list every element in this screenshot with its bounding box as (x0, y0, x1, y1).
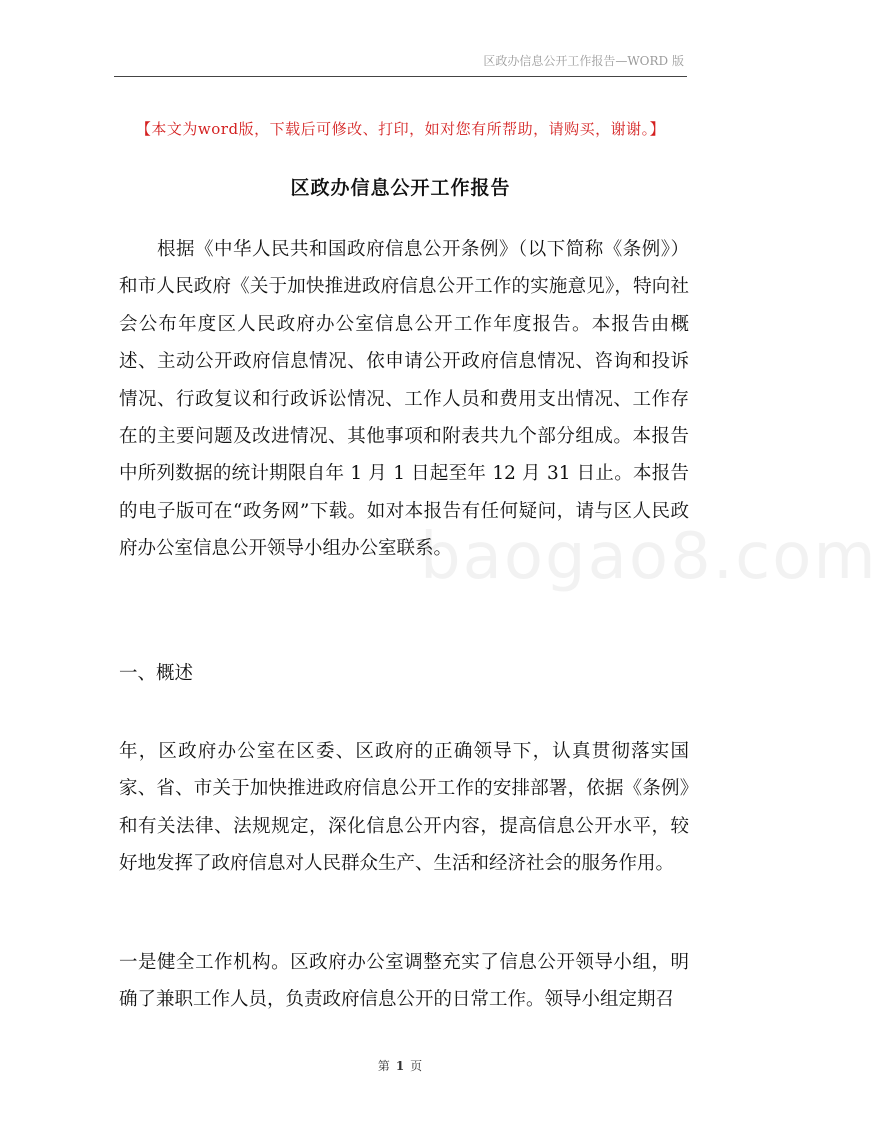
document-title: 区政办信息公开工作报告 (290, 177, 511, 199)
purchase-notice: 【本文为word版，下载后可修改、打印，如对您有所帮助，请购买，谢谢。】 (135, 120, 666, 138)
footer-prefix: 第 (377, 1059, 390, 1073)
watermark: baogao8.com (420, 520, 878, 594)
point-one-paragraph: 一是健全工作机构。区政府办公室调整充实了信息公开领导小组，明确了兼职工作人员，负责政府信息公开的日常工作。领导小组定期召 (119, 952, 689, 1011)
overview-paragraph: 年，区政府办公室在区委、区政府的正确领导下，认真贯彻落实国家、省、市关于加快推进政府信息公开工作的安排部署，依据《条例》和有关法律、法规规定，深化信息公开内容，提高信息公开水平，较好地发挥了政府信息对人民群众生产、生活和经济社会的服务作用。 (119, 741, 689, 875)
page-footer (0, 1058, 800, 1074)
running-header: 区政办信息公开工作报告—WORD 版 (483, 54, 684, 68)
intro-paragraph: 根据《中华人民共和国政府信息公开条例》（以下简称《条例》）和市人民政府《关于加快推进政府信息公开工作的实施意见》，特向社会公布年度区人民政府办公室信息公开工作年度报告。本报告由概述、主动公开政府信息情况、依申请公开政府信息情况、咨询和投诉情况、行政复议和行政诉讼情况、工作人员和费用支出情况、工作存在的主要问题及改进情况、其他事项和附表共九个部分组成。本报告中所列数据的统计期限自年 1 月 1 日起至年 12 月 31 日止。本报告的电子版可在“政务网”下载。如对本报告有任何疑问，请与区人民政府办公室信息公开领导小组办公室联系。 (119, 239, 689, 560)
page-number: 1 (395, 1059, 405, 1073)
footer-suffix: 页 (410, 1059, 423, 1073)
section-heading-overview: 一、概述 (119, 663, 194, 684)
header-divider (114, 76, 687, 77)
